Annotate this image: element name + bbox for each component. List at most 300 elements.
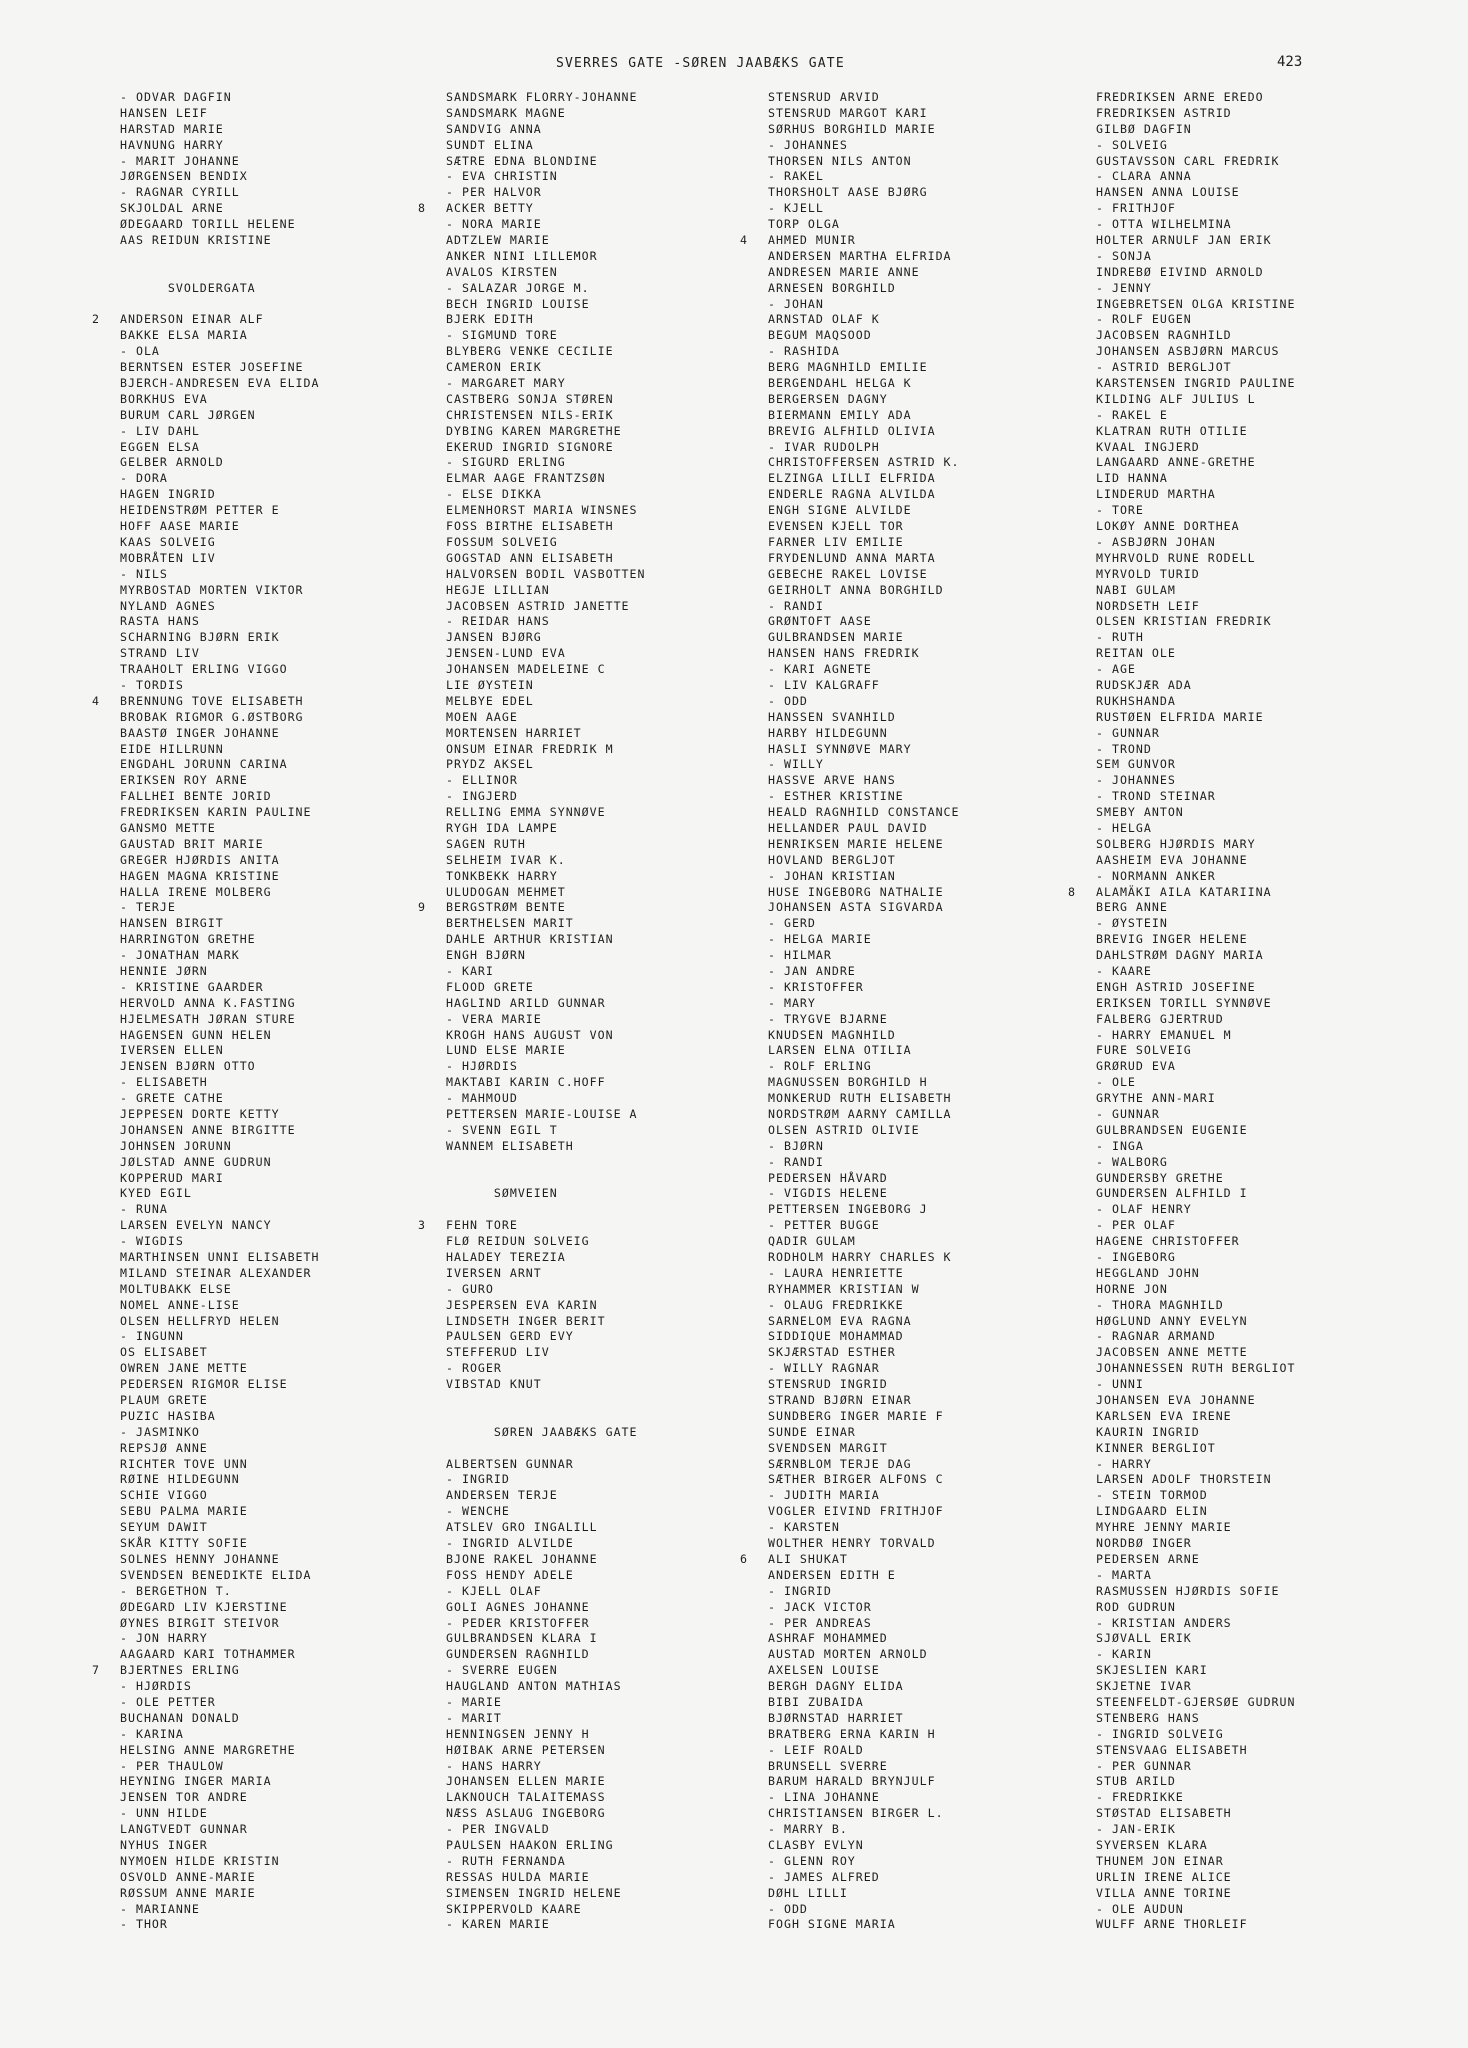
resident-entry [1096, 1059, 1296, 1075]
resident-name: AASHEIM EVA JOHANNE [1096, 852, 1248, 867]
resident-name: - MARIE [446, 1694, 502, 1709]
resident-entry [446, 630, 646, 646]
resident-name: HEYNING INGER MARIA [120, 1774, 272, 1789]
resident-entry [446, 1488, 646, 1504]
resident-name: SYVERSEN KLARA [1096, 1837, 1208, 1852]
resident-name: HANSEN LEIF [120, 105, 208, 120]
resident-name: SCHIE VIGGO [120, 1488, 208, 1503]
resident-name: IVERSEN ELLEN [120, 1043, 224, 1058]
resident-entry [768, 1584, 960, 1600]
resident-name: - JAMES ALFRED [768, 1869, 880, 1884]
resident-entry [1096, 1759, 1296, 1775]
resident-name: MONKERUD RUTH ELISABETH [768, 1091, 952, 1106]
resident-name: - HJØRDIS [446, 1059, 518, 1074]
resident-name: SOLBERG HJØRDIS MARY [1096, 836, 1256, 851]
resident-entry [120, 567, 320, 583]
resident-entry [768, 1314, 960, 1330]
resident-entry [1096, 678, 1296, 694]
resident-entry [120, 1472, 320, 1488]
resident-name: AXELSEN LOUISE [768, 1663, 880, 1678]
resident-entry [768, 360, 960, 376]
resident-entry [1096, 1743, 1296, 1759]
resident-entry [120, 1409, 320, 1425]
resident-name: GULBRANDSEN EUGENIE [1096, 1122, 1248, 1137]
resident-entry [1096, 519, 1296, 535]
resident-entry [768, 1012, 960, 1028]
resident-name: - JENNY [1096, 280, 1152, 295]
resident-name: STRAND BJØRN EINAR [768, 1393, 912, 1408]
resident-entry [120, 630, 320, 646]
resident-name: ADTZLEW MARIE [446, 233, 550, 248]
resident-name: JØLSTAD ANNE GUDRUN [120, 1154, 272, 1169]
resident-name: OSVOLD ANNE-MARIE [120, 1869, 256, 1884]
resident-entry [1096, 281, 1296, 297]
resident-name: WANNEM ELISABETH [446, 1138, 574, 1153]
resident-entry [1096, 1552, 1296, 1568]
resident-name: ASHRAF MOHAMMED [768, 1631, 888, 1646]
resident-entry [768, 1902, 960, 1918]
resident-name: RYGH IDA LAMPE [446, 820, 558, 835]
resident-name: BERG MAGNHILD EMILIE [768, 360, 928, 375]
resident-name: PRYDZ AKSEL [446, 757, 534, 772]
resident-name: HAGEN MAGNA KRISTINE [120, 868, 280, 883]
resident-name: GUSTAVSSON CARL FREDRIK [1096, 153, 1280, 168]
house-number: 3 [418, 1218, 426, 1233]
resident-entry [120, 440, 320, 456]
resident-entry [768, 1091, 960, 1107]
resident-name: MARTHINSEN UNNI ELISABETH [120, 1250, 320, 1265]
resident-name: EVENSEN KJELL TOR [768, 519, 904, 534]
resident-entry [1096, 487, 1296, 503]
resident-name: JOHANSEN ASTA SIGVARDA [768, 900, 944, 915]
resident-entry [1096, 440, 1296, 456]
resident-entry [120, 519, 320, 535]
resident-entry [446, 1917, 646, 1933]
resident-name: STENBERG HANS [1096, 1710, 1200, 1725]
resident-name: - BJØRN [768, 1138, 824, 1153]
resident-entry [446, 281, 646, 297]
resident-name: - KARSTEN [768, 1520, 840, 1535]
resident-entry [1096, 599, 1296, 615]
resident-entry [92, 1663, 320, 1679]
resident-entry [120, 1711, 320, 1727]
resident-entry [446, 233, 646, 249]
resident-name: - RAKEL E [1096, 407, 1168, 422]
resident-entry [446, 932, 646, 948]
resident-entry [120, 1425, 320, 1441]
resident-name: PEDERSEN HÅVARD [768, 1170, 888, 1185]
resident-entry [1096, 1298, 1296, 1314]
resident-name: - PER GUNNAR [1096, 1758, 1192, 1773]
resident-name: GEBECHE RAKEL LOVISE [768, 566, 928, 581]
resident-entry [1096, 1139, 1296, 1155]
resident-name: EKERUD INGRID SIGNORE [446, 439, 614, 454]
resident-entry [1096, 726, 1296, 742]
resident-name: RYHAMMER KRISTIAN W [768, 1281, 920, 1296]
resident-name: JOHANSEN ANNE BIRGITTE [120, 1122, 296, 1137]
resident-name: FOSSUM SOLVEIG [446, 534, 558, 549]
resident-name: - REIDAR HANS [446, 614, 550, 629]
resident-entry [1096, 233, 1296, 249]
resident-entry [768, 1425, 960, 1441]
resident-entry [120, 1536, 320, 1552]
resident-entry [768, 630, 960, 646]
resident-name: - JASMINKO [120, 1424, 200, 1439]
resident-name: SÆTHER BIRGER ALFONS C [768, 1472, 944, 1487]
resident-entry [768, 678, 960, 694]
resident-entry [1096, 1838, 1296, 1854]
resident-name: HOLTER ARNULF JAN ERIK [1096, 233, 1272, 248]
resident-name: - PEDER KRISTOFFER [446, 1615, 590, 1630]
resident-entry [120, 392, 320, 408]
resident-entry [1096, 1202, 1296, 1218]
resident-entry [446, 376, 646, 392]
resident-entry [120, 853, 320, 869]
resident-name: NYLAND AGNES [120, 598, 216, 613]
resident-name: - KRISTOFFER [768, 979, 864, 994]
resident-name: CAMERON ERIK [446, 360, 542, 375]
resident-entry [120, 869, 320, 885]
house-number: 4 [92, 693, 100, 708]
resident-name: - LEIF ROALD [768, 1742, 864, 1757]
resident-entry [768, 217, 960, 233]
resident-name: - SIGMUND TORE [446, 328, 558, 343]
resident-entry [1096, 1822, 1296, 1838]
resident-name: - ROGER [446, 1361, 502, 1376]
resident-name: - MAHMOUD [446, 1091, 518, 1106]
resident-entry [120, 583, 320, 599]
house-number: 8 [1068, 884, 1076, 899]
resident-name: - JON HARRY [120, 1631, 208, 1646]
resident-entry [1096, 138, 1296, 154]
resident-name: RØINE HILDEGUNN [120, 1472, 240, 1487]
resident-entry [768, 376, 960, 392]
resident-name: OLSEN KRISTIAN FREDRIK [1096, 614, 1272, 629]
resident-name: - PER ANDREAS [768, 1615, 872, 1630]
resident-entry [1096, 1393, 1296, 1409]
resident-entry [1096, 106, 1296, 122]
directory-column-4 [1068, 90, 1296, 1933]
resident-name: - MARRY B. [768, 1822, 848, 1837]
resident-entry [446, 1504, 646, 1520]
resident-entry [1096, 1472, 1296, 1488]
resident-name: JENSEN BJØRN OTTO [120, 1059, 256, 1074]
resident-entry [1096, 980, 1296, 996]
resident-entry [120, 551, 320, 567]
resident-name: - GUNNAR [1096, 725, 1160, 740]
resident-entry [1096, 1345, 1296, 1361]
resident-name: NORDBØ INGER [1096, 1536, 1192, 1551]
resident-entry [120, 1155, 320, 1171]
resident-name: HENNIE JØRN [120, 963, 208, 978]
resident-name: - RASHIDA [768, 344, 840, 359]
resident-name: ANDERSEN EDITH E [768, 1567, 896, 1582]
resident-entry [120, 1568, 320, 1584]
resident-entry [120, 408, 320, 424]
resident-entry [768, 1631, 960, 1647]
resident-entry [768, 757, 960, 773]
resident-name: - RAKEL [768, 169, 824, 184]
resident-name: BRENNUNG TOVE ELISABETH [120, 693, 304, 708]
resident-entry [446, 710, 646, 726]
resident-name: - FREDRIKKE [1096, 1790, 1184, 1805]
resident-entry [120, 1647, 320, 1663]
resident-name: ALI SHUKAT [768, 1551, 848, 1566]
resident-name: - ELSE DIKKA [446, 487, 542, 502]
resident-name: IVERSEN ARNT [446, 1265, 542, 1280]
resident-entry [1096, 1647, 1296, 1663]
resident-name: LOKØY ANNE DORTHEA [1096, 519, 1240, 534]
resident-name: FALLHEI BENTE JORID [120, 789, 272, 804]
resident-name: LANGTVEDT GUNNAR [120, 1822, 248, 1837]
resident-entry [446, 392, 646, 408]
resident-name: - VERA MARIE [446, 1011, 542, 1026]
resident-name: LINDSETH INGER BERIT [446, 1313, 606, 1328]
resident-name: MOBRÅTEN LIV [120, 550, 216, 565]
resident-name: REPSJØ ANNE [120, 1440, 208, 1455]
resident-name: WOLTHER HENRY TORVALD [768, 1536, 936, 1551]
resident-name: - JUDITH MARIA [768, 1488, 880, 1503]
resident-name: - RUTH FERNANDA [446, 1853, 566, 1868]
resident-entry [1096, 1012, 1296, 1028]
resident-entry [768, 1536, 960, 1552]
spacer [446, 1171, 646, 1187]
resident-entry [768, 1043, 960, 1059]
resident-name: - JACK VICTOR [768, 1599, 872, 1614]
resident-entry [1096, 630, 1296, 646]
resident-entry [768, 281, 960, 297]
resident-name: JENSEN-LUND EVA [446, 646, 566, 661]
resident-entry [768, 1186, 960, 1202]
resident-entry [1096, 1091, 1296, 1107]
resident-entry [120, 614, 320, 630]
resident-name: BURUM CARL JØRGEN [120, 407, 256, 422]
resident-entry [120, 1234, 320, 1250]
resident-entry [1096, 1600, 1296, 1616]
resident-name: HERVOLD ANNA K.FASTING [120, 995, 296, 1010]
resident-name: - RANDI [768, 598, 824, 613]
resident-name: - RUTH [1096, 630, 1144, 645]
resident-entry [1096, 1457, 1296, 1473]
page-header: SVERRES GATE -SØREN JAABÆKS GATE [556, 56, 845, 71]
resident-name: - ODVAR DAGFIN [120, 90, 232, 104]
resident-entry [120, 1298, 320, 1314]
resident-name: MAKTABI KARIN C.HOFF [446, 1075, 606, 1090]
resident-entry [446, 853, 646, 869]
resident-name: ANDERSEN TERJE [446, 1488, 558, 1503]
resident-name: BJERTNES ERLING [120, 1663, 240, 1678]
resident-entry [120, 1584, 320, 1600]
resident-entry [768, 821, 960, 837]
resident-entry [768, 328, 960, 344]
resident-name: - PER THAULOW [120, 1758, 224, 1773]
resident-name: - INGJERD [446, 789, 518, 804]
resident-name: KROGH HANS AUGUST VON [446, 1027, 614, 1042]
resident-entry [1096, 1234, 1296, 1250]
resident-name: HJELMESATH JØRAN STURE [120, 1011, 296, 1026]
resident-entry [1096, 662, 1296, 678]
resident-name: - MARIT JOHANNE [120, 153, 240, 168]
resident-entry [768, 424, 960, 440]
resident-entry [446, 694, 646, 710]
resident-entry [418, 201, 646, 217]
resident-name: BERNTSEN ESTER JOSEFINE [120, 360, 304, 375]
resident-entry [446, 1329, 646, 1345]
resident-entry [120, 455, 320, 471]
resident-entry [768, 1600, 960, 1616]
resident-name: URLIN IRENE ALICE [1096, 1869, 1232, 1884]
resident-entry [1096, 1854, 1296, 1870]
resident-entry [768, 1361, 960, 1377]
resident-entry [768, 1457, 960, 1473]
resident-entry [446, 1631, 646, 1647]
resident-name: RUSTØEN ELFRIDA MARIE [1096, 709, 1264, 724]
resident-entry [120, 169, 320, 185]
resident-name: OS ELISABET [120, 1345, 208, 1360]
resident-entry [446, 567, 646, 583]
resident-name: BLYBERG VENKE CECILIE [446, 344, 614, 359]
resident-name: - OTTA WILHELMINA [1096, 217, 1232, 232]
resident-name: - KRISTIAN ANDERS [1096, 1615, 1232, 1630]
resident-entry [446, 1250, 646, 1266]
resident-entry [1096, 1123, 1296, 1139]
resident-entry [446, 837, 646, 853]
resident-entry [120, 1282, 320, 1298]
resident-name: HØGLUND ANNY EVELYN [1096, 1313, 1248, 1328]
resident-entry [446, 678, 646, 694]
resident-name: - OLA [120, 344, 160, 359]
resident-entry [768, 1155, 960, 1171]
resident-entry [1096, 471, 1296, 487]
resident-entry [768, 535, 960, 551]
resident-entry [446, 805, 646, 821]
resident-name: HAUGLAND ANTON MATHIAS [446, 1679, 622, 1694]
resident-entry [1096, 1377, 1296, 1393]
resident-entry [446, 1377, 646, 1393]
resident-name: THORSHOLT AASE BJØRG [768, 185, 928, 200]
resident-entry [768, 1568, 960, 1584]
resident-name: - HARRY EMANUEL M [1096, 1027, 1232, 1042]
resident-entry [768, 487, 960, 503]
resident-name: ENGDAHL JORUNN CARINA [120, 757, 288, 772]
resident-entry [120, 1902, 320, 1918]
resident-name: OWREN JANE METTE [120, 1361, 248, 1376]
resident-name: STEFFERUD LIV [446, 1345, 550, 1360]
resident-entry [446, 599, 646, 615]
resident-entry [1096, 265, 1296, 281]
resident-name: KNUDSEN MAGNHILD [768, 1027, 896, 1042]
resident-entry [1096, 567, 1296, 583]
spacer [446, 1202, 646, 1218]
resident-entry [446, 551, 646, 567]
resident-name: - ESTHER KRISTINE [768, 789, 904, 804]
resident-entry [768, 1917, 960, 1933]
resident-entry [768, 392, 960, 408]
resident-name: GULBRANDSEN KLARA I [446, 1631, 598, 1646]
resident-name: SEYUM DAWIT [120, 1520, 208, 1535]
resident-entry [446, 106, 646, 122]
resident-name: STEENFELDT-GJERSØE GUDRUN [1096, 1694, 1296, 1709]
house-number: 4 [740, 233, 748, 248]
resident-entry [768, 1218, 960, 1234]
resident-entry [1096, 122, 1296, 138]
resident-entry [1096, 344, 1296, 360]
resident-name: - KARI [446, 963, 494, 978]
resident-entry [1096, 742, 1296, 758]
resident-entry [768, 106, 960, 122]
resident-entry [446, 1457, 646, 1473]
resident-entry [768, 1472, 960, 1488]
resident-entry [120, 328, 320, 344]
resident-entry [120, 1838, 320, 1854]
resident-entry [120, 710, 320, 726]
resident-entry [740, 1551, 960, 1568]
resident-entry [120, 1774, 320, 1790]
spacer [120, 297, 320, 313]
resident-entry [768, 1838, 960, 1854]
resident-entry [768, 154, 960, 170]
resident-entry [120, 1504, 320, 1520]
resident-name: BIERMANN EMILY ADA [768, 407, 912, 422]
resident-entry [446, 1647, 646, 1663]
resident-name: JENSEN TOR ANDRE [120, 1790, 248, 1805]
resident-name: SAGEN RUTH [446, 836, 526, 851]
resident-entry [120, 1075, 320, 1091]
resident-entry [120, 932, 320, 948]
resident-entry [768, 1059, 960, 1075]
resident-entry [446, 535, 646, 551]
resident-name: ENGH BJØRN [446, 948, 526, 963]
resident-name: CHRISTOFFERSEN ASTRID K. [768, 455, 960, 470]
resident-entry [446, 1679, 646, 1695]
resident-name: BRUNSELL SVERRE [768, 1758, 888, 1773]
resident-name: EGGEN ELSA [120, 439, 200, 454]
resident-name: FREDRIKSEN ASTRID [1096, 105, 1232, 120]
resident-entry [446, 789, 646, 805]
resident-entry [768, 1647, 960, 1663]
resident-name: CHRISTENSEN NILS-ERIK [446, 407, 614, 422]
resident-name: ØYNES BIRGIT STEIVOR [120, 1615, 280, 1630]
resident-name: FREDRIKSEN KARIN PAULINE [120, 805, 312, 820]
resident-entry [120, 1631, 320, 1647]
resident-name: - ODD [768, 1901, 808, 1916]
resident-name: - JAN-ERIK [1096, 1822, 1176, 1837]
resident-name: ATSLEV GRO INGALILL [446, 1520, 598, 1535]
resident-entry [1096, 249, 1296, 265]
resident-entry [768, 869, 960, 885]
resident-entry [768, 519, 960, 535]
resident-entry [446, 185, 646, 201]
resident-name: JESPERSEN EVA KARIN [446, 1297, 598, 1312]
resident-entry [120, 900, 320, 916]
resident-name: GILBØ DAGFIN [1096, 121, 1192, 136]
resident-entry [120, 201, 320, 217]
resident-name: BERGENDAHL HELGA K [768, 376, 912, 391]
resident-entry [1096, 154, 1296, 170]
resident-entry [768, 948, 960, 964]
resident-name: FOGH SIGNE MARIA [768, 1917, 896, 1932]
resident-name: HEGGLAND JOHN [1096, 1265, 1200, 1280]
resident-name: FALBERG GJERTRUD [1096, 1011, 1224, 1026]
resident-entry [768, 1107, 960, 1123]
resident-entry [446, 249, 646, 265]
resident-name: BECH INGRID LOUISE [446, 296, 590, 311]
resident-name: - TORE [1096, 503, 1144, 518]
resident-entry [446, 1536, 646, 1552]
resident-entry [120, 1377, 320, 1393]
resident-name: SCHARNING BJØRN ERIK [120, 630, 280, 645]
resident-name: BAKKE ELSA MARIA [120, 328, 248, 343]
